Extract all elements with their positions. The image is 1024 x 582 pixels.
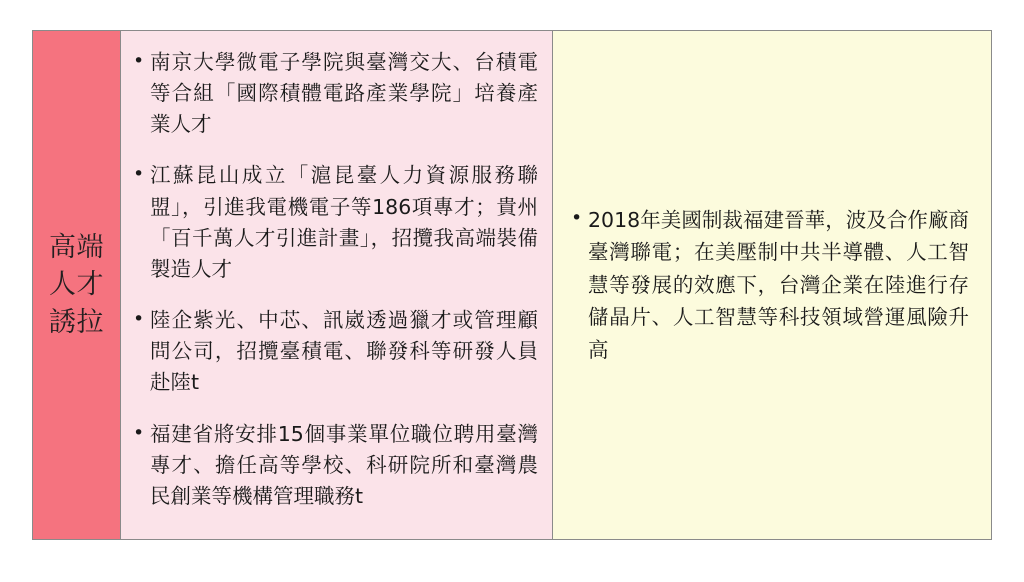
right-bullet-list (571, 204, 969, 366)
table-cell-right (553, 31, 991, 539)
list-item: • 陸企紫光、中芯、訊崴透過獵才或管理顧問公司，招攬臺積電、聯發科等研發人員赴陸t (133, 305, 538, 398)
list-item: • 2018年美國制裁福建晉華，波及合作廠商臺灣聯電；在美壓制中共半導體、人工智慧等發展的效應下，台灣企業在陸進行存儲晶片、人工智慧等科技領域營運風險升高 (571, 204, 969, 366)
list-item: • 江蘇昆山成立「滬昆臺人力資源服務聯盟」，引進我電機電子等186項專才；貴州「百千萬人才引進計畫」，招攬我高端裝備製造人才 (133, 160, 538, 285)
table-cell-middle (121, 31, 553, 539)
middle-bullet-list (133, 47, 538, 512)
table-row-label-cell (33, 31, 121, 539)
list-item: • 福建省將安排15個事業單位職位聘用臺灣專才、擔任高等學校、科研院所和臺灣農民創業等機構管理職務t (133, 419, 538, 512)
comparison-table (32, 30, 992, 540)
list-item: • 南京大學微電子學院與臺灣交大、台積電等合組「國際積體電路產業學院」培養產業人才 (133, 47, 538, 140)
row-label-text: 高端人才誘拉 (49, 232, 104, 338)
